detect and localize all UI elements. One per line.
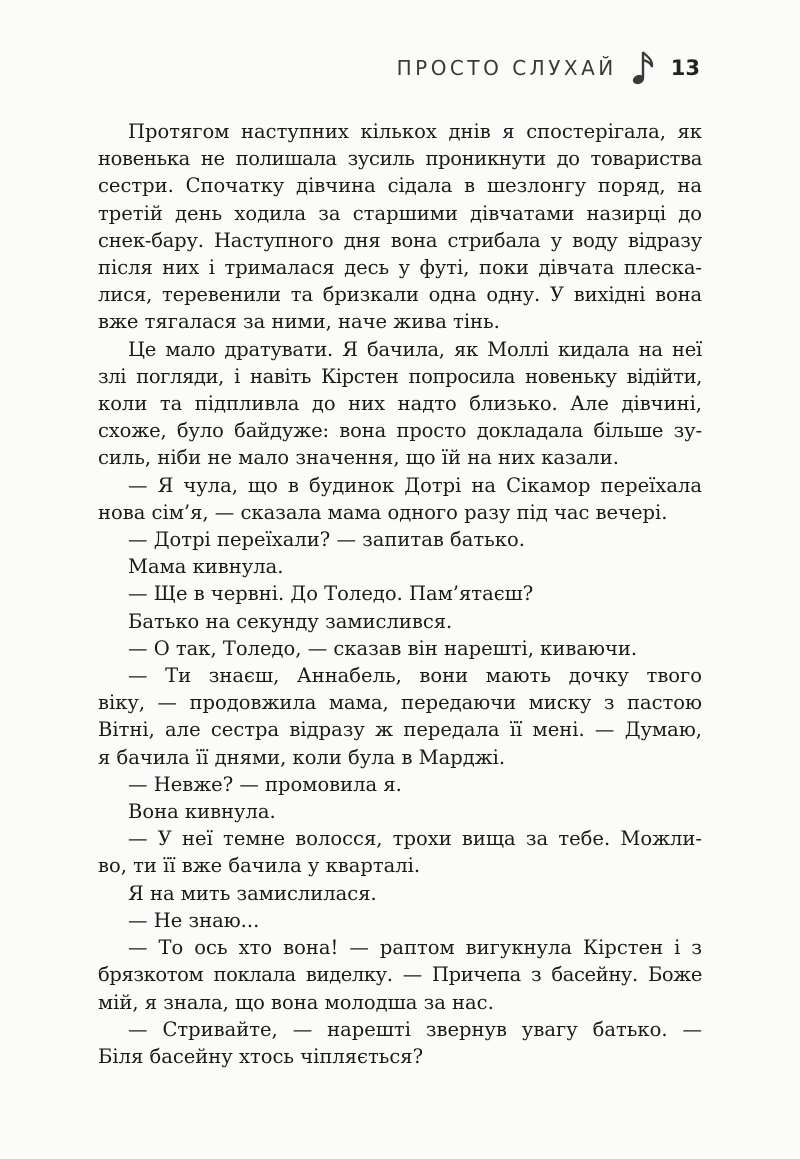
text-line: — Я чула, що в будинок Дотрі на Сікамор переїхала — [128, 473, 702, 497]
paragraph — [98, 608, 702, 635]
text-line: Біля басейну хтось чіпляється? — [98, 1044, 424, 1068]
text-line: снек-бару. Наступного дня вона стрибала у воду відразу — [98, 228, 702, 252]
text-line: я бачила її днями, коли була в Марджі. — [98, 745, 506, 769]
text-line: сестри. Спочатку дівчина сідала в шезлонгу поряд, на — [98, 174, 702, 198]
text-line: після них і трималася десь у футі, поки дівчата плеска- — [98, 256, 702, 280]
text-line: нова сім’я, — сказала мама одного разу під час вечері. — [98, 500, 668, 524]
text-line: коли та підпливла до них надто близько. Але дівчині, — [98, 392, 702, 416]
text-line: — Ще в червні. До Толедо. Пам’ятаєш? — [128, 582, 534, 606]
paragraph — [98, 1016, 702, 1070]
text-line: — Дотрі переїхали? — запитав батько. — [128, 528, 525, 552]
text-line: мій, я знала, що вона молодша за нас. — [98, 990, 494, 1014]
text-line: — То ось хто вона! — раптом вигукнула Кірстен і з — [128, 936, 702, 960]
text-line: злі погляди, і навіть Кірстен попросила новеньку відійти, — [98, 364, 702, 388]
paragraph — [98, 798, 702, 825]
text-line: Батько на секунду замислився. — [128, 609, 453, 633]
text-line: Я на мить замислилася. — [128, 881, 377, 905]
page-number: 13 — [670, 56, 700, 80]
text-line: силь, ніби не мало значення, що їй на них казали. — [98, 446, 619, 470]
paragraph — [98, 934, 702, 1016]
body-text — [98, 118, 702, 1070]
paragraph — [98, 662, 702, 771]
text-line: — Невже? — промовила я. — [128, 772, 402, 796]
running-head — [397, 48, 700, 88]
text-line: третій день ходила за старшими дівчатами назирці до — [98, 201, 702, 225]
paragraph — [98, 580, 702, 607]
text-line: — У неї темне волосся, трохи вища за тебе. Можли- — [128, 827, 702, 851]
paragraph — [98, 880, 702, 907]
text-line: віку, — продовжила мама, передаючи миску з пастою — [98, 691, 702, 715]
text-line: Протягом наступних кількох днів я спостерігала, як — [128, 120, 702, 143]
paragraph — [98, 472, 702, 526]
text-line: Мама кивнула. — [128, 555, 284, 579]
running-title: ПРОСТО СЛУХАЙ — [396, 56, 617, 80]
paragraph — [98, 336, 702, 472]
text-line: вже тягалася за ними, наче жива тінь. — [98, 310, 500, 334]
text-line: Вона кивнула. — [128, 800, 276, 824]
text-line: — Ти знаєш, Аннабель, вони мають дочку твого — [128, 664, 702, 688]
text-line: — Стривайте, — нарешті звернув увагу батько. — — [128, 1017, 702, 1041]
paragraph — [98, 526, 702, 553]
text-line: новенька не полишала зусиль проникнути до товариства — [98, 147, 702, 171]
music-note-icon — [631, 49, 657, 87]
text-line: схоже, було байдуже: вона просто докладала більше зу- — [98, 419, 702, 443]
text-line: во, ти її вже бачила у кварталі. — [98, 854, 421, 878]
text-line: Вітні, але сестра відразу ж передала її мені. — Думаю, — [98, 718, 702, 742]
text-line: — О так, Толедо, — сказав він нарешті, киваючи. — [128, 636, 638, 660]
paragraph — [98, 553, 702, 580]
paragraph — [98, 635, 702, 662]
text-line: — Не знаю... — [128, 908, 260, 932]
paragraph — [98, 118, 702, 336]
paragraph — [98, 771, 702, 798]
paragraph — [98, 907, 702, 934]
paragraph — [98, 825, 702, 879]
text-line: Це мало дратувати. Я бачила, як Моллі кидала на неї — [128, 337, 702, 361]
text-line: брязкотом поклала виделку. — Причепа з басейну. Боже — [98, 963, 702, 987]
text-line: лися, теревенили та бризкали одна одну. У вихідні вона — [98, 283, 702, 307]
